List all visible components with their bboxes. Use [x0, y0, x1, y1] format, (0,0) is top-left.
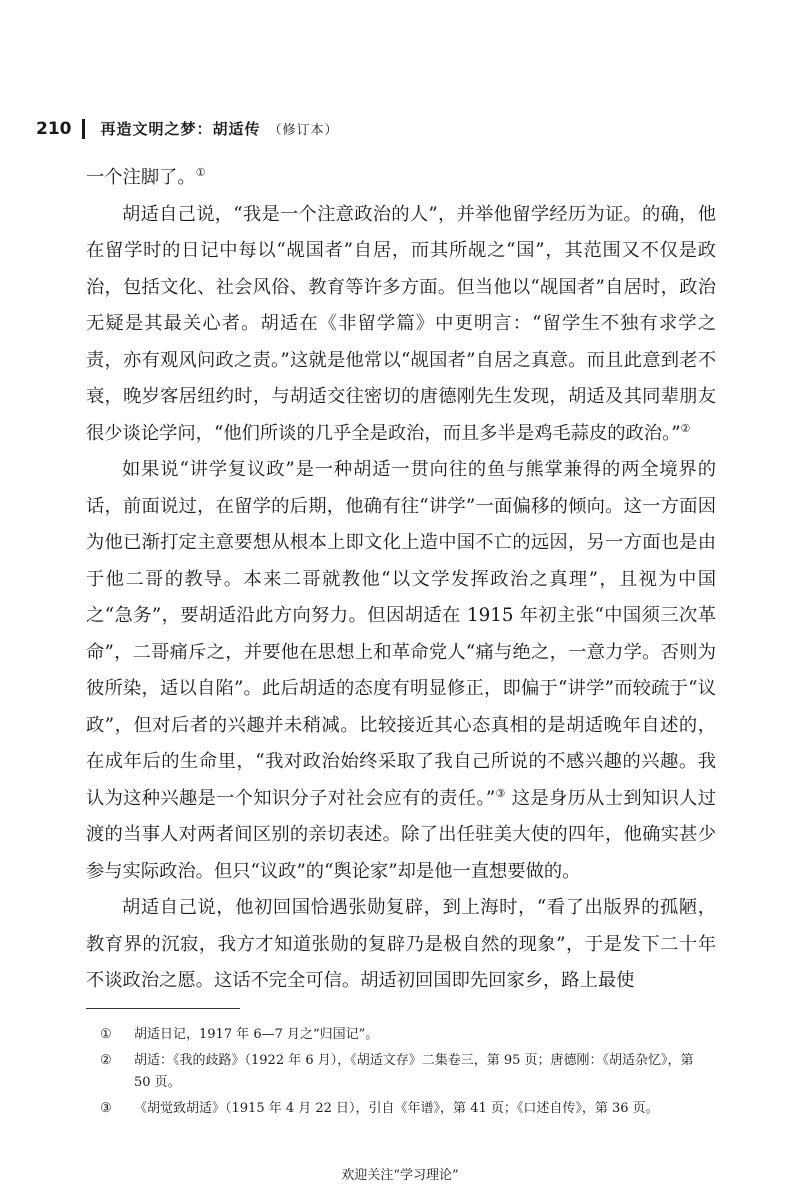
running-header — [36, 118, 339, 139]
edition-label: （修订本） — [268, 123, 339, 138]
paragraph-3 — [86, 452, 716, 890]
footnote-mark: ③ — [100, 1101, 112, 1116]
footnotes — [100, 1024, 710, 1124]
footnote-1 — [100, 1024, 710, 1046]
footnote-3 — [100, 1098, 710, 1120]
footnote-ref-2[interactable]: ② — [680, 421, 691, 435]
bottom-banner: 欢迎关注“学习理论” — [341, 1168, 459, 1183]
paragraph-3-continuation: 这是身历从士到知识人过渡的当事人对两者间区别的亲切表述。除了出任驻美大使的四年，他确实甚少参与实际政治。但只“议政”的“舆论家”却是他一直想要做的。 — [86, 787, 716, 882]
paragraph-4-text: 胡适自己说，他初回国恰遇张勋复辟，到上海时，“看了出版界的孤陋，教育界的沉寂，我方才知道张勋的复辟乃是极自然的现象”，于是发下二十年不谈政治之愿。这话不完全可信。胡适初回国即先回家乡，路上最使 — [86, 897, 716, 991]
paragraph-4 — [86, 890, 716, 1000]
paragraph-2-text: 胡适自己说，“我是一个注意政治的人”，并举他留学经历为证。的确，他在留学时的日记中每以“觇国者”自居，而其所觇之“国”，其范围又不仅是政治，包括文化、社会风俗、教育等许多方面。但当他以“觇国者”自居时，政治无疑是其最关心者。胡适在《非留学篇》中更明言：“留学生不独有求学之责，亦有观风问政之责。”这就是他常以“觇国者”自居之真意。而且此意到老不衰，晚岁客居纽约时，与胡适交往密切的唐德刚先生发现，胡适及其同辈朋友很少谈论学问，“他们所谈的几乎全是政治，而且多半是鸡毛蒜皮的政治。” — [86, 203, 716, 444]
paragraph-3-text: 如果说“讲学复议政”是一种胡适一贯向往的鱼与熊掌兼得的两全境界的话，前面说过，在留学的后期，他确有往“讲学”一面偏移的倾向。这一方面因为他已渐打定主意要想从根本上即文化上造中国不亡的远因，另一方面也是由于他二哥的教导。本来二哥就教他“以文学发挥政治之真理”，且视为中国之“急务”，要胡适沿此方向努力。但因胡适在 1915 年初主张“中国须三次革命”，二哥痛斥之，并要他在思想上和革命党人“痛与绝之，一意力学。否则为彼所染，适以自陷”。此后胡适的态度有明显修正，即偏于“讲学”而较疏于“议政”，但对后者的兴趣并未稍减。比较接近其心态真相的是胡适晚年自述的，在成年后的生命里，“我对政治始终采取了我自己所说的不感兴趣的兴趣。我认为这种兴趣是一个知识分子对社会应有的责任。” — [86, 459, 716, 809]
footnote-ref-1[interactable]: ① — [195, 165, 206, 179]
footnote-separator — [86, 1008, 240, 1009]
book-title: 再造文明之梦：胡适传 — [100, 120, 261, 138]
footnote-text: 胡适日记，1917 年 6—7 月之“归国记”。 — [134, 1027, 379, 1042]
footnote-2 — [100, 1050, 710, 1094]
paragraph-1 — [86, 160, 716, 197]
footnote-mark: ① — [100, 1027, 112, 1042]
paragraph-1-text: 一个注脚了。 — [86, 167, 196, 188]
page-number: 210 — [36, 118, 72, 139]
footnote-text: 胡适：《我的歧路》（1922 年 6 月），《胡适文存》二集卷三，第 95 页；唐德刚：《胡适杂忆》，第 50 页。 — [134, 1053, 694, 1090]
footnote-ref-3[interactable]: ③ — [495, 786, 506, 800]
footnote-mark: ② — [100, 1053, 112, 1068]
footnote-text: 《胡觉致胡适》（1915 年 4 月 22 日），引自《年谱》，第 41 页；《口述自传》，第 36 页。 — [134, 1101, 659, 1116]
header-divider — [82, 119, 85, 139]
body-text — [86, 160, 716, 1000]
paragraph-2 — [86, 197, 716, 453]
